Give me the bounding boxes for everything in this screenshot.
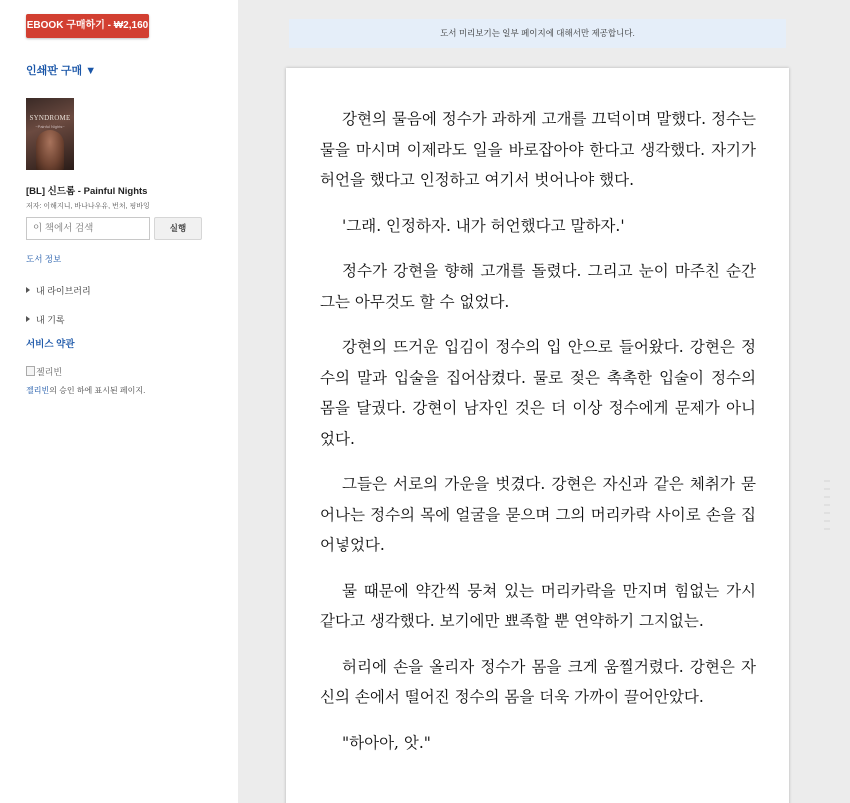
page-text bbox=[320, 104, 756, 773]
print-buy-dropdown[interactable] bbox=[26, 62, 96, 78]
terms-of-service-link[interactable]: 서비스 약관 bbox=[26, 339, 75, 350]
partner-note bbox=[26, 385, 145, 396]
nav-item-label: 내 기록 bbox=[36, 315, 65, 325]
paragraph: "하아아, 앗." bbox=[342, 733, 431, 752]
book-cover[interactable] bbox=[26, 98, 74, 170]
cover-figure bbox=[36, 130, 64, 170]
paragraph: '그래. 인정하자. 내가 허언했다고 말하자.' bbox=[342, 216, 625, 235]
cover-title: SYNDROME bbox=[29, 114, 71, 122]
paragraph: 정수가 강현을 향해 고개를 돌렸다. 그리고 눈이 마주친 순간 그는 아무것도 할 수 없었다. bbox=[320, 262, 756, 311]
nav-item-my-library[interactable] bbox=[26, 284, 91, 297]
page-edge-watermark bbox=[824, 480, 830, 532]
print-buy-label: 인쇄판 구매 bbox=[26, 65, 83, 77]
book-author: 저자: 이해지니, 바나나우유, 번처, 핑바잉 bbox=[26, 203, 150, 210]
sidebar bbox=[0, 0, 238, 803]
chevron-down-icon: ▼ bbox=[85, 65, 97, 77]
search-submit-button[interactable]: 실행 bbox=[154, 217, 202, 240]
triangle-right-icon bbox=[26, 287, 30, 293]
book-title: [BL] 신드롬 - Painful Nights bbox=[26, 186, 148, 197]
nav-item-label: 내 라이브러리 bbox=[36, 286, 91, 296]
preview-notice: 도서 미리보기는 일부 페이지에 대해서만 제공합니다. bbox=[289, 19, 786, 48]
preview-viewer[interactable] bbox=[238, 0, 850, 803]
paragraph: 강현의 뜨거운 입김이 정수의 입 안으로 들어왔다. 강현은 정수의 말과 입술을 집어삼켰다. 물로 젖은 촉촉한 입술이 정수의 몸을 달궜다. 강현이 남자인 것은 더 이상 정수에게 문제가 아니었다. bbox=[320, 338, 756, 448]
partner-note-text: 의 승인 하에 표시된 페이지. bbox=[49, 386, 146, 395]
buy-ebook-button[interactable]: EBOOK 구매하기 - ₩2,160 bbox=[26, 14, 149, 38]
search-in-book-input[interactable] bbox=[26, 217, 150, 240]
partner-logo[interactable] bbox=[26, 365, 62, 378]
paragraph: 물 때문에 약간씩 뭉쳐 있는 머리카락을 만지며 힘없는 가시 같다고 생각했다. 보기에만 뾰족할 뿐 연약하기 그지없는. bbox=[320, 581, 756, 630]
broken-image-icon bbox=[26, 366, 35, 376]
triangle-right-icon bbox=[26, 316, 30, 322]
nav-item-my-history[interactable] bbox=[26, 313, 65, 326]
paragraph: 허리에 손을 올리자 정수가 몸을 크게 움찔거렸다. 강현은 자신의 손에서 떨어진 정수의 몸을 더욱 가까이 끌어안았다. bbox=[320, 657, 756, 706]
partner-logo-alt: 젤리빈 bbox=[36, 367, 63, 377]
book-page bbox=[286, 68, 789, 803]
partner-link[interactable]: 젤리빈 bbox=[26, 386, 50, 395]
paragraph: 강현의 물음에 정수가 과하게 고개를 끄덕이며 말했다. 정수는 물을 마시며 이제라도 일을 바로잡아야 한다고 생각했다. 자기가 허언을 했다고 인정하고 여기서 벗어나야 했다. bbox=[320, 110, 756, 189]
cover-subtitle: ~Painful Nights~ bbox=[35, 124, 65, 129]
paragraph: 그들은 서로의 가운을 벗겼다. 강현은 자신과 같은 체취가 묻어나는 정수의 목에 얼굴을 묻으며 그의 머리카락 사이로 손을 집어넣었다. bbox=[320, 475, 756, 554]
book-info-link[interactable]: 도서 정보 bbox=[26, 254, 62, 264]
